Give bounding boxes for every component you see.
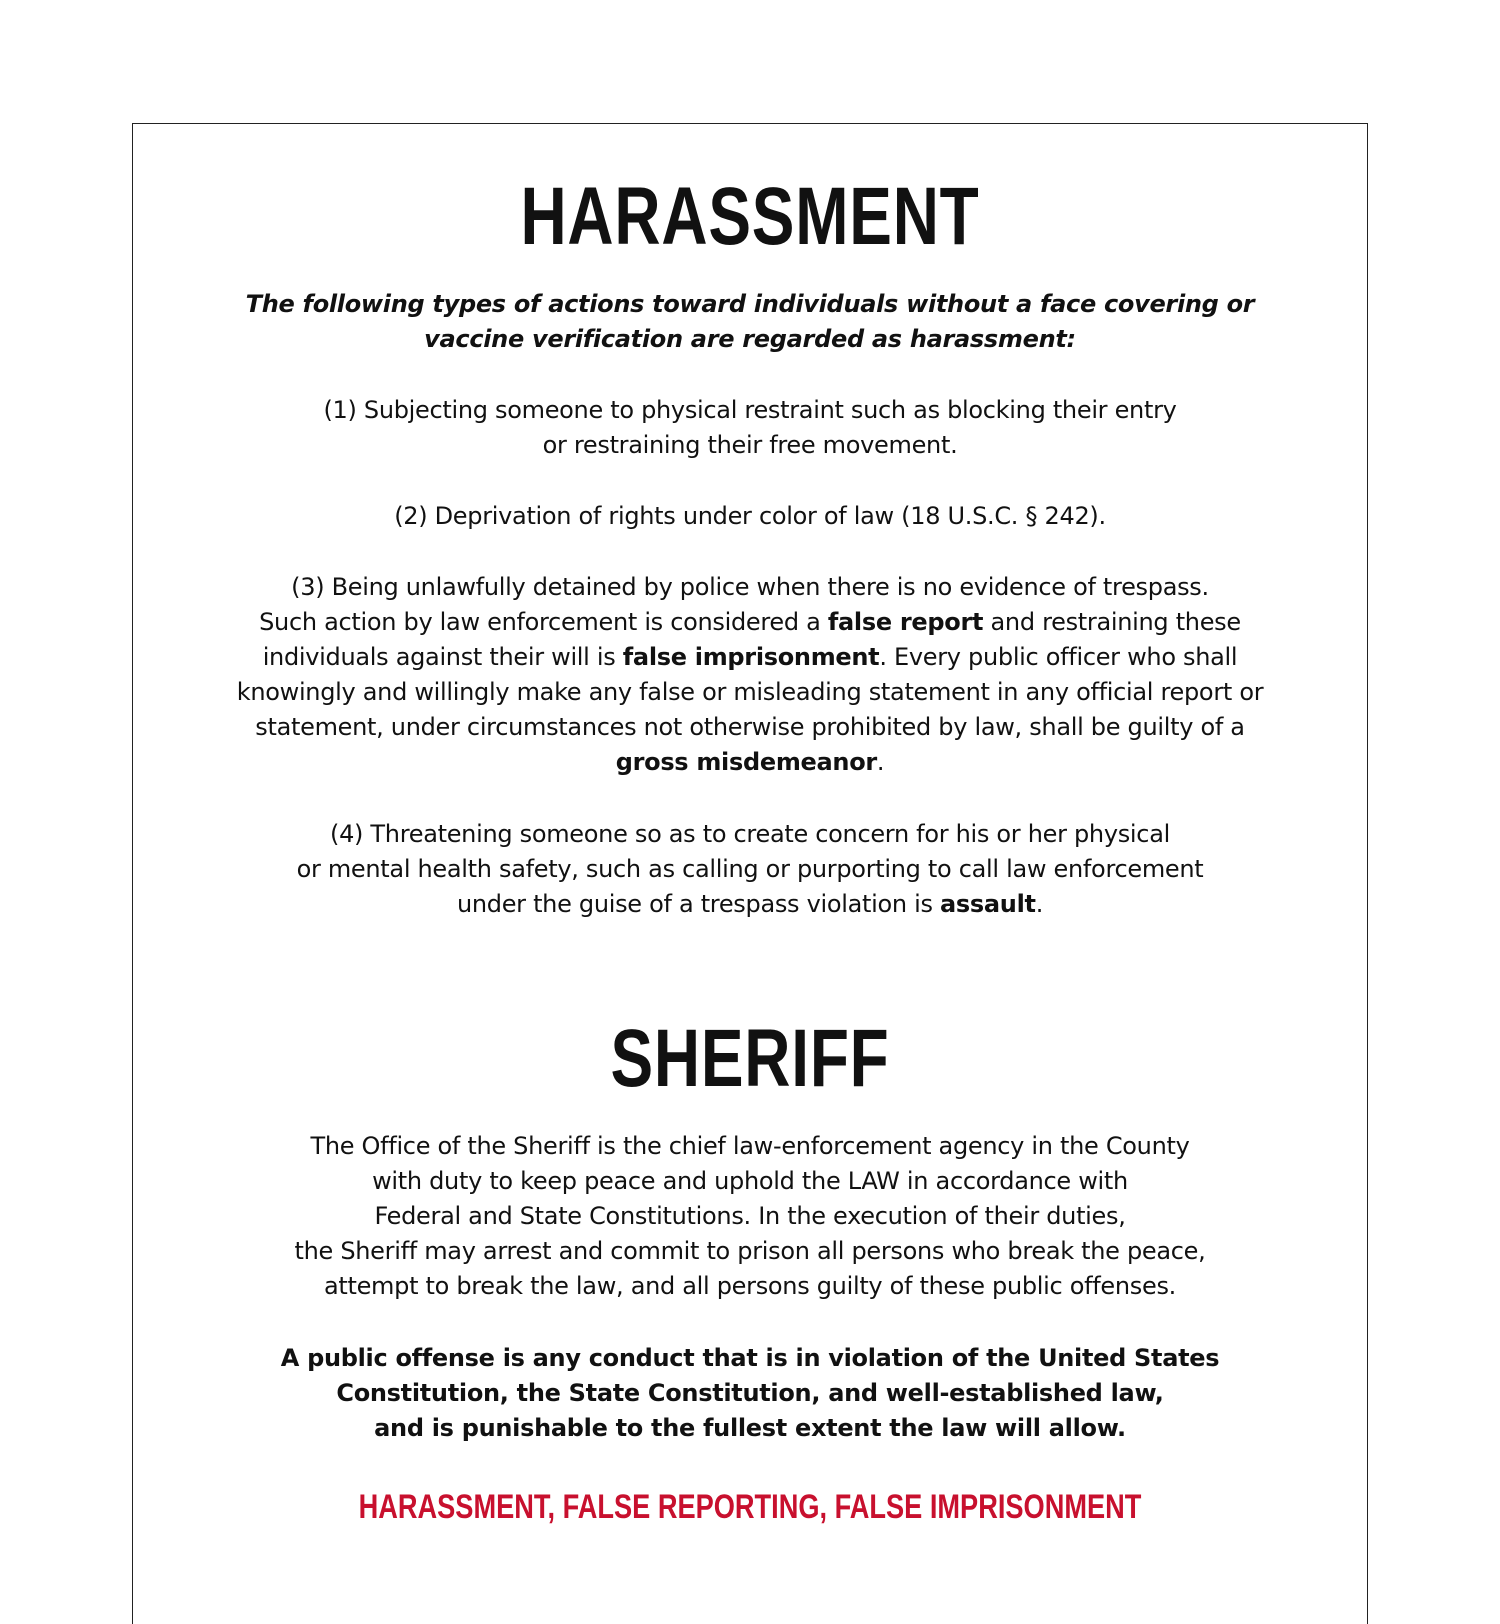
text: . [876, 748, 885, 776]
para-line: and is punishable to the fullest extent the law will allow. [374, 1414, 1126, 1442]
para-line: The Office of the Sheriff is the chief law-enforcement agency in the County [310, 1132, 1190, 1160]
para-line: A public offense is any conduct that is in violation of the United States [280, 1344, 1220, 1372]
item-line: knowingly and willingly make any false or misleading statement in any official report or [236, 678, 1264, 706]
item-line: statement, under circumstances not otherwise prohibited by law, shall be guilty of a [255, 713, 1245, 741]
item-line: (4) Threatening someone so as to create concern for his or her physical [330, 820, 1170, 848]
intro-line: vaccine verification are regarded as harassment: [424, 325, 1076, 353]
harassment-title: HARASSMENT [520, 171, 980, 262]
item-2 [0, 499, 1500, 534]
text: individuals against their will is [262, 643, 623, 671]
text: and restraining these [983, 608, 1241, 636]
bold-term: assault [940, 890, 1036, 918]
para-line: the Sheriff may arrest and commit to prison all persons who break the peace, [294, 1237, 1206, 1265]
red-banner: HARASSMENT, FALSE REPORTING, FALSE IMPRISONMENT [358, 1488, 1142, 1526]
item-line: (3) Being unlawfully detained by police when there is no evidence of trespass. [291, 573, 1209, 601]
public-offense-paragraph [0, 1341, 1500, 1446]
para-line: Constitution, the State Constitution, and well-established law, [336, 1379, 1164, 1407]
sheriff-title: SHERIFF [610, 1013, 890, 1104]
item-line: (1) Subjecting someone to physical restraint such as blocking their entry [323, 396, 1177, 424]
item-1 [0, 393, 1500, 463]
item-line [0, 745, 1500, 780]
para-line: Federal and State Constitutions. In the execution of their duties, [374, 1202, 1126, 1230]
para-line: attempt to break the law, and all persons guilty of these public offenses. [323, 1272, 1177, 1300]
text: . Every public officer who shall [879, 643, 1238, 671]
item-line [0, 605, 1500, 640]
para-line: with duty to keep peace and uphold the LAW in accordance with [372, 1167, 1128, 1195]
harassment-intro [0, 287, 1500, 357]
bold-term: false imprisonment [622, 643, 880, 671]
item-4 [0, 817, 1500, 922]
intro-line: The following types of actions toward individuals without a face covering or [245, 290, 1255, 318]
text: under the guise of a trespass violation is [456, 890, 941, 918]
bold-term: gross misdemeanor [615, 748, 877, 776]
item-line [0, 887, 1500, 922]
item-3 [0, 570, 1500, 780]
item-line: or mental health safety, such as calling or purporting to call law enforcement [296, 855, 1204, 883]
item-line [0, 640, 1500, 675]
text: Such action by law enforcement is considered a [259, 608, 828, 636]
item-line: or restraining their free movement. [542, 431, 958, 459]
bold-term: false report [827, 608, 984, 636]
text: . [1035, 890, 1044, 918]
sheriff-paragraph [0, 1129, 1500, 1304]
item-line: (2) Deprivation of rights under color of law (18 U.S.C. § 242). [394, 502, 1106, 530]
